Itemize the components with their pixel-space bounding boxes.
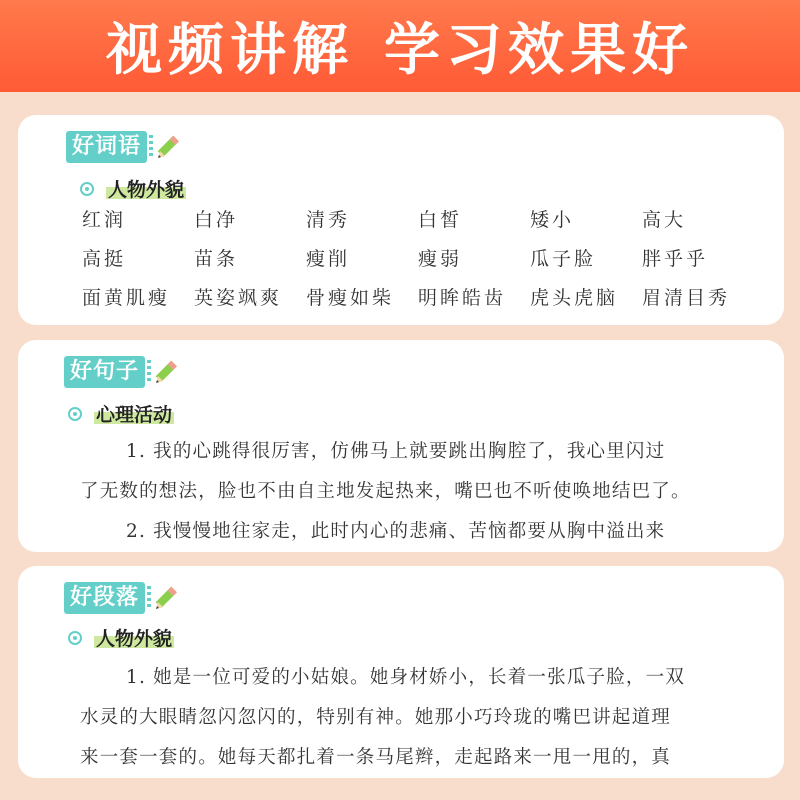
- sentences-subheading-text: 心理活动: [94, 400, 174, 427]
- paragraph-line: 水灵的大眼睛忽闪忽闪的，特别有神。她那小巧玲珑的嘴巴讲起道理: [80, 707, 672, 728]
- words-tag: [66, 131, 183, 163]
- sentence-line: 2. 我慢慢地往家走，此时内心的悲痛、苦恼都要从胸中溢出来: [126, 521, 666, 542]
- banner-title-left: 视频讲解: [106, 18, 354, 83]
- word-item: 瘦弱: [418, 248, 463, 270]
- sentences-tag-label: 好句子: [64, 356, 145, 388]
- word-item: 瓜子脸: [530, 248, 597, 270]
- tag-dots-icon: [149, 135, 153, 159]
- paragraph-line: 1. 她是一位可爱的小姑娘。她身材娇小，长着一张瓜子脸，一双: [126, 667, 686, 688]
- word-item: 面黄肌瘦: [82, 287, 171, 309]
- paragraphs-subheading-text: 人物外貌: [94, 624, 174, 651]
- word-item: 苗条: [194, 248, 239, 270]
- sentence-line: 了无数的想法，脸也不由自主地发起热来，嘴巴也不听使唤地结巴了。: [80, 481, 691, 502]
- pencil-icon: [153, 358, 181, 386]
- words-subheading-text: 人物外貌: [106, 175, 186, 202]
- paragraphs-card: [18, 566, 784, 778]
- bullet-circle-icon: [80, 182, 94, 196]
- words-subheading: [80, 175, 186, 202]
- sentences-body: [80, 432, 770, 552]
- word-item: 红润: [82, 209, 127, 231]
- banner-title: [106, 6, 694, 86]
- pencil-icon: [153, 584, 181, 612]
- words-card: [18, 115, 784, 325]
- word-item: 白皙: [418, 209, 463, 231]
- paragraphs-body: [80, 658, 770, 778]
- word-item: 清秀: [306, 209, 351, 231]
- tag-dots-icon: [147, 360, 151, 384]
- paragraphs-tag-label: 好段落: [64, 582, 145, 614]
- banner-title-right: 学习效果好: [384, 18, 694, 83]
- words-tag-label: 好词语: [66, 131, 147, 163]
- word-item: 瘦削: [306, 248, 351, 270]
- sentences-card: [18, 340, 784, 552]
- word-item: 虎头虎脑: [530, 287, 619, 309]
- word-grid: [82, 207, 772, 312]
- word-item: 明眸皓齿: [418, 287, 507, 309]
- word-item: 英姿飒爽: [194, 287, 283, 309]
- paragraph-line: 来一套一套的。她每天都扎着一条马尾辫，走起路来一甩一甩的，真: [80, 747, 672, 768]
- tag-dots-icon: [147, 586, 151, 610]
- word-item: 高挺: [82, 248, 127, 270]
- sentences-tag: [64, 356, 181, 388]
- word-item: 白净: [194, 209, 239, 231]
- pencil-icon: [155, 133, 183, 161]
- sentence-line: 1. 我的心跳得很厉害，仿佛马上就要跳出胸腔了，我心里闪过: [126, 441, 666, 462]
- paragraphs-tag: [64, 582, 181, 614]
- paragraphs-subheading: [68, 624, 174, 651]
- word-item: 胖乎乎: [642, 248, 709, 270]
- word-item: 高大: [642, 209, 687, 231]
- header-banner: [0, 0, 800, 92]
- word-item: 眉清目秀: [642, 287, 731, 309]
- sentences-subheading: [68, 400, 174, 427]
- word-item: 骨瘦如柴: [306, 287, 395, 309]
- word-item: 矮小: [530, 209, 575, 231]
- bullet-circle-icon: [68, 631, 82, 645]
- bullet-circle-icon: [68, 407, 82, 421]
